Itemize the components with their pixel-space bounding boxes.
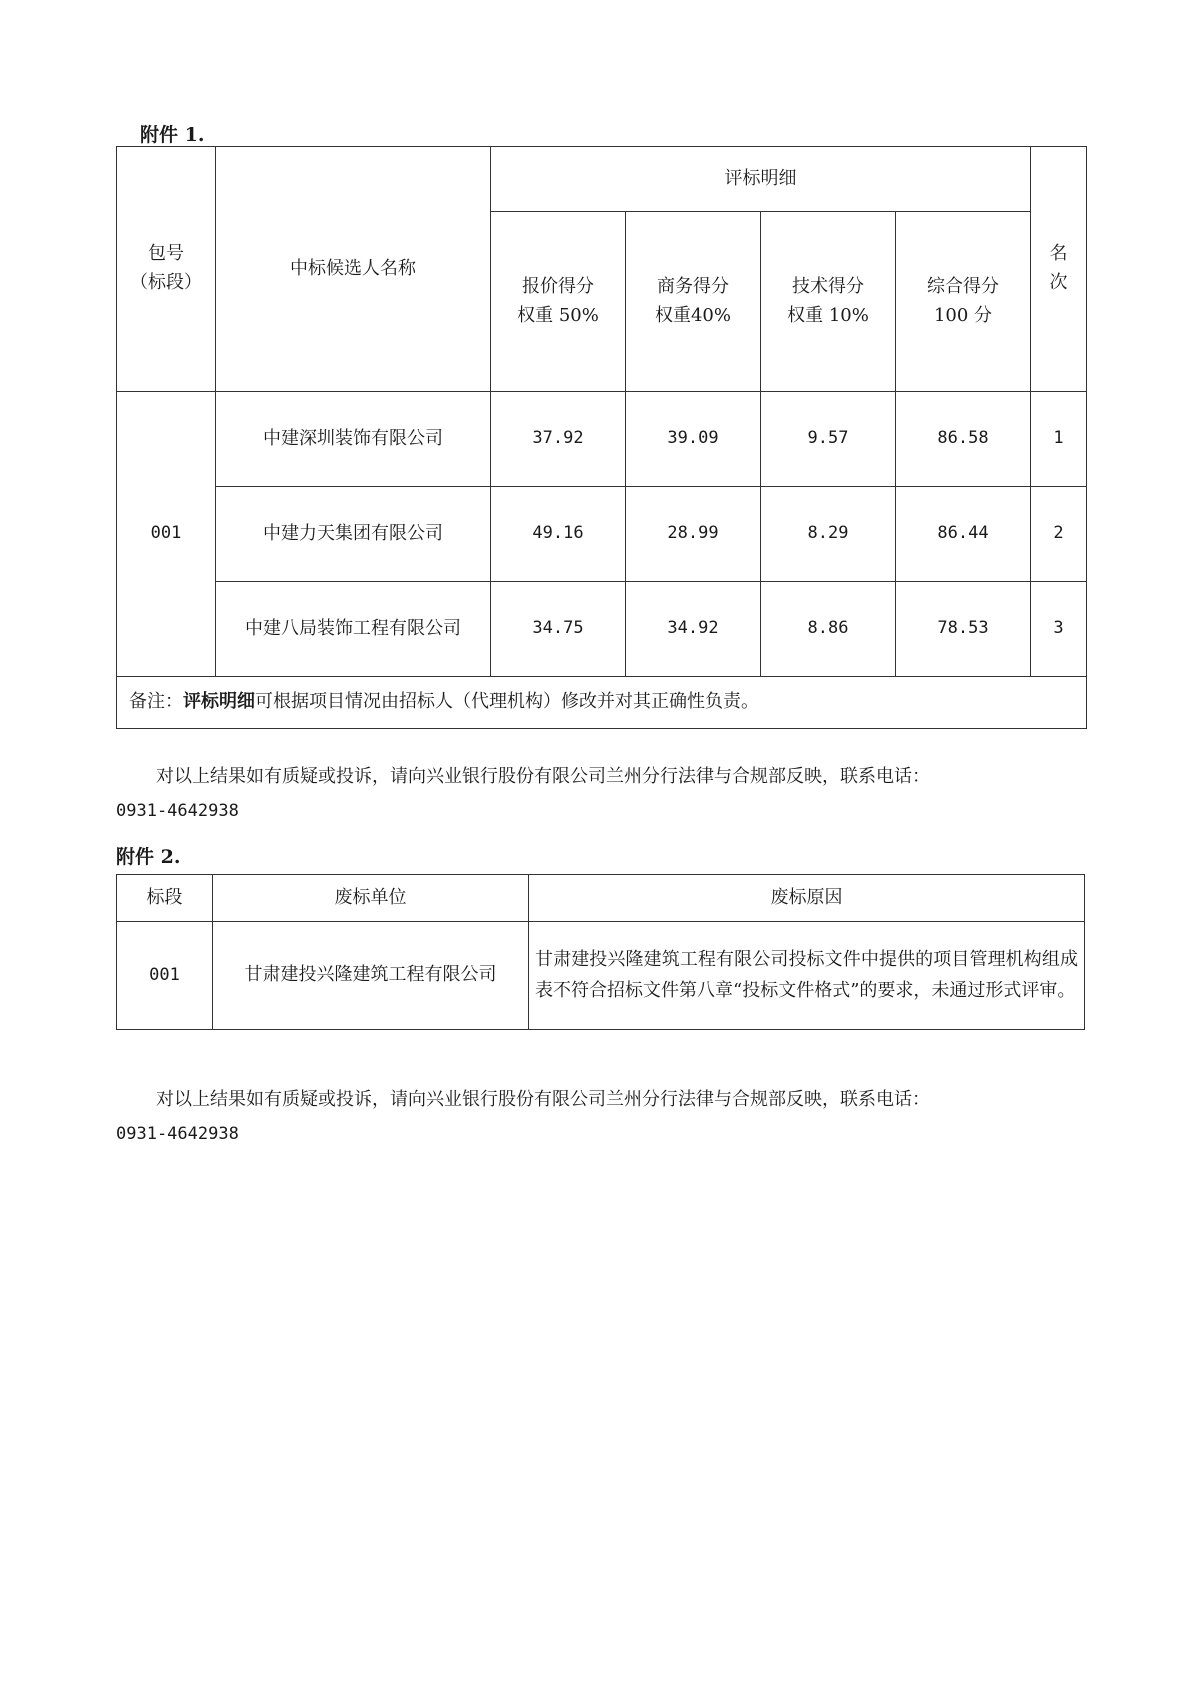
contact-paragraph-2 — [116, 1083, 1076, 1151]
tech-score: 9.57 — [761, 392, 896, 487]
table-row — [117, 392, 1087, 487]
package-id: 001 — [117, 392, 216, 677]
header-unit: 废标单位 — [213, 875, 529, 922]
table-row — [117, 582, 1087, 677]
rank: 3 — [1031, 582, 1087, 677]
header-price-score — [491, 212, 626, 392]
header-package-line2: （标段） — [130, 272, 202, 293]
candidate-name: 中建力天集团有限公司 — [216, 487, 491, 582]
note-rest: 可根据项目情况由招标人（代理机构）修改并对其正确性负责。 — [255, 691, 759, 713]
section-id: 001 — [117, 922, 213, 1030]
header-total-score-name: 综合得分 — [927, 275, 999, 297]
header-rank-line1: 名 — [1049, 243, 1068, 265]
header-rank-line2: 次 — [1049, 272, 1068, 293]
tech-score: 8.29 — [761, 487, 896, 582]
header-total-score-weight: 100 分 — [933, 304, 993, 326]
contact-phone: 0931-4642938 — [116, 801, 239, 821]
contact-text: 对以上结果如有质疑或投诉，请向兴业银行股份有限公司兰州分行法律与合规部反映，联系电话： — [156, 766, 930, 787]
header-price-score-weight: 权重 50% — [517, 304, 599, 326]
note-bold: 评标明细 — [183, 691, 255, 713]
business-score: 28.99 — [626, 487, 761, 582]
header-package — [117, 147, 216, 392]
contact-phone: 0931-4642938 — [116, 1124, 239, 1144]
header-candidate: 中标候选人名称 — [216, 147, 491, 392]
note-row — [117, 677, 1087, 729]
candidate-name: 中建深圳装饰有限公司 — [216, 392, 491, 487]
total-score: 86.44 — [896, 487, 1031, 582]
disqualified-unit: 甘肃建投兴隆建筑工程有限公司 — [213, 922, 529, 1030]
rank: 1 — [1031, 392, 1087, 487]
business-score: 34.92 — [626, 582, 761, 677]
total-score: 78.53 — [896, 582, 1031, 677]
header-reason: 废标原因 — [529, 875, 1085, 922]
table-row — [117, 922, 1085, 1030]
price-score: 34.75 — [491, 582, 626, 677]
price-score: 49.16 — [491, 487, 626, 582]
price-score: 37.92 — [491, 392, 626, 487]
candidate-name: 中建八局装饰工程有限公司 — [216, 582, 491, 677]
disqualification-table — [116, 874, 1085, 1030]
disqualification-reason: 甘肃建投兴隆建筑工程有限公司投标文件中提供的项目管理机构组成表不符合招标文件第八章“投标文件格式”的要求，未通过形式评审。 — [529, 922, 1085, 1030]
header-total-score — [896, 212, 1031, 392]
note-prefix: 备注： — [129, 691, 183, 713]
header-business-score-weight: 权重40% — [654, 304, 731, 326]
total-score: 86.58 — [896, 392, 1031, 487]
header-tech-score — [761, 212, 896, 392]
header-tech-score-weight: 权重 10% — [787, 304, 869, 326]
business-score: 39.09 — [626, 392, 761, 487]
header-detail: 评标明细 — [491, 147, 1031, 212]
contact-text: 对以上结果如有质疑或投诉，请向兴业银行股份有限公司兰州分行法律与合规部反映，联系电话： — [156, 1089, 930, 1110]
note-cell — [117, 677, 1087, 729]
table-row — [117, 487, 1087, 582]
header-package-line1: 包号 — [148, 243, 184, 265]
contact-paragraph-1 — [116, 760, 1076, 828]
tech-score: 8.86 — [761, 582, 896, 677]
header-business-score — [626, 212, 761, 392]
attachment-1-heading: 附件 1. — [140, 124, 205, 146]
header-price-score-name: 报价得分 — [522, 275, 594, 297]
rank: 2 — [1031, 487, 1087, 582]
header-section: 标段 — [117, 875, 213, 922]
evaluation-table — [116, 146, 1087, 729]
attachment-2-heading: 附件 2. — [116, 846, 181, 868]
header-tech-score-name: 技术得分 — [792, 275, 864, 297]
header-rank — [1031, 147, 1087, 392]
header-business-score-name: 商务得分 — [657, 275, 729, 297]
